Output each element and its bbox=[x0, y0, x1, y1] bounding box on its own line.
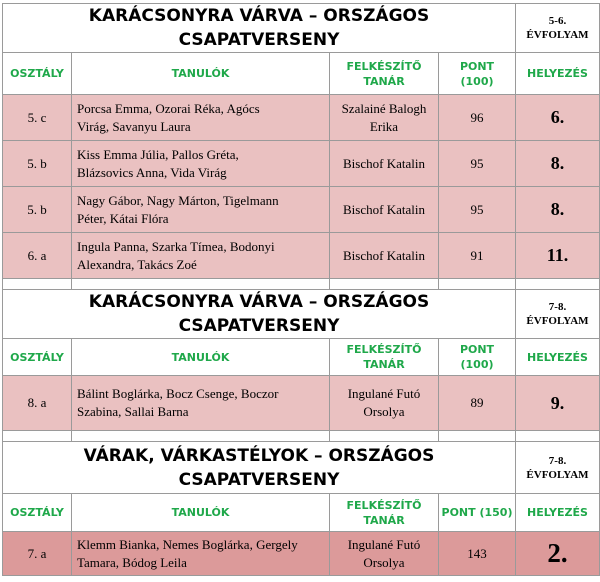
grade-label: 7-8. ÉVFOLYAM bbox=[516, 290, 600, 339]
header-class: OSZTÁLY bbox=[3, 494, 72, 532]
teacher-cell: Bischof Katalin bbox=[330, 187, 439, 233]
class-cell: 5. c bbox=[3, 95, 72, 141]
students-cell: Klemm Bianka, Nemes Boglárka, Gergely Tamara, Bódog Leila bbox=[72, 532, 330, 576]
header-teacher: FELKÉSZÍTŐ TANÁR bbox=[330, 339, 439, 376]
header-points: PONT (150) bbox=[439, 494, 516, 532]
header-students: TANULÓK bbox=[72, 494, 330, 532]
table-row bbox=[3, 532, 600, 576]
results-table bbox=[2, 3, 600, 576]
header-teacher: FELKÉSZÍTŐ TANÁR bbox=[330, 494, 439, 532]
teacher-cell: Bischof Katalin bbox=[330, 141, 439, 187]
spacer-row bbox=[3, 431, 600, 442]
header-rank: HELYEZÉS bbox=[516, 494, 600, 532]
spacer-row bbox=[3, 279, 600, 290]
students-cell: Ingula Panna, Szarka Tímea, Bodonyi Alexandra, Takács Zoé bbox=[72, 233, 330, 279]
teacher-cell: Szalainé Balogh Erika bbox=[330, 95, 439, 141]
header-row bbox=[3, 53, 600, 95]
rank-cell: 8. bbox=[516, 141, 600, 187]
teacher-cell: Ingulané Futó Orsolya bbox=[330, 376, 439, 431]
teacher-cell: Bischof Katalin bbox=[330, 233, 439, 279]
table-row bbox=[3, 187, 600, 233]
grade-label: 7-8. ÉVFOLYAM bbox=[516, 442, 600, 494]
rank-cell: 6. bbox=[516, 95, 600, 141]
grade-label: 5-6. ÉVFOLYAM bbox=[516, 4, 600, 53]
header-row bbox=[3, 339, 600, 376]
class-cell: 7. a bbox=[3, 532, 72, 576]
class-cell: 5. b bbox=[3, 141, 72, 187]
points-cell: 96 bbox=[439, 95, 516, 141]
section-title-row bbox=[3, 442, 600, 494]
students-cell: Kiss Emma Júlia, Pallos Gréta, Blázsovics Anna, Vida Virág bbox=[72, 141, 330, 187]
students-cell: Porcsa Emma, Ozorai Réka, Agócs Virág, Savanyu Laura bbox=[72, 95, 330, 141]
header-class: OSZTÁLY bbox=[3, 53, 72, 95]
points-cell: 143 bbox=[439, 532, 516, 576]
class-cell: 8. a bbox=[3, 376, 72, 431]
header-rank: HELYEZÉS bbox=[516, 53, 600, 95]
results-document bbox=[2, 3, 599, 576]
header-rank: HELYEZÉS bbox=[516, 339, 600, 376]
header-class: OSZTÁLY bbox=[3, 339, 72, 376]
points-cell: 95 bbox=[439, 187, 516, 233]
header-teacher: FELKÉSZÍTŐ TANÁR bbox=[330, 53, 439, 95]
rank-cell: 8. bbox=[516, 187, 600, 233]
section-title: KARÁCSONYRA VÁRVA – ORSZÁGOS CSAPATVERSENY bbox=[3, 290, 516, 339]
teacher-cell: Ingulané Futó Orsolya bbox=[330, 532, 439, 576]
table-row bbox=[3, 376, 600, 431]
points-cell: 91 bbox=[439, 233, 516, 279]
section-title-row bbox=[3, 4, 600, 53]
section-title: KARÁCSONYRA VÁRVA – ORSZÁGOS CSAPATVERSENY bbox=[3, 4, 516, 53]
header-points: PONT (100) bbox=[439, 339, 516, 376]
class-cell: 5. b bbox=[3, 187, 72, 233]
points-cell: 89 bbox=[439, 376, 516, 431]
rank-cell: 9. bbox=[516, 376, 600, 431]
header-students: TANULÓK bbox=[72, 53, 330, 95]
header-points: PONT (100) bbox=[439, 53, 516, 95]
header-students: TANULÓK bbox=[72, 339, 330, 376]
section-title-row bbox=[3, 290, 600, 339]
rank-cell: 11. bbox=[516, 233, 600, 279]
table-row bbox=[3, 95, 600, 141]
table-row bbox=[3, 141, 600, 187]
points-cell: 95 bbox=[439, 141, 516, 187]
section-title: VÁRAK, VÁRKASTÉLYOK – ORSZÁGOS CSAPATVERSENY bbox=[3, 442, 516, 494]
class-cell: 6. a bbox=[3, 233, 72, 279]
header-row bbox=[3, 494, 600, 532]
table-row bbox=[3, 233, 600, 279]
students-cell: Bálint Boglárka, Bocz Csenge, Boczor Szabina, Sallai Barna bbox=[72, 376, 330, 431]
students-cell: Nagy Gábor, Nagy Márton, Tigelmann Péter, Kátai Flóra bbox=[72, 187, 330, 233]
rank-cell: 2. bbox=[516, 532, 600, 576]
